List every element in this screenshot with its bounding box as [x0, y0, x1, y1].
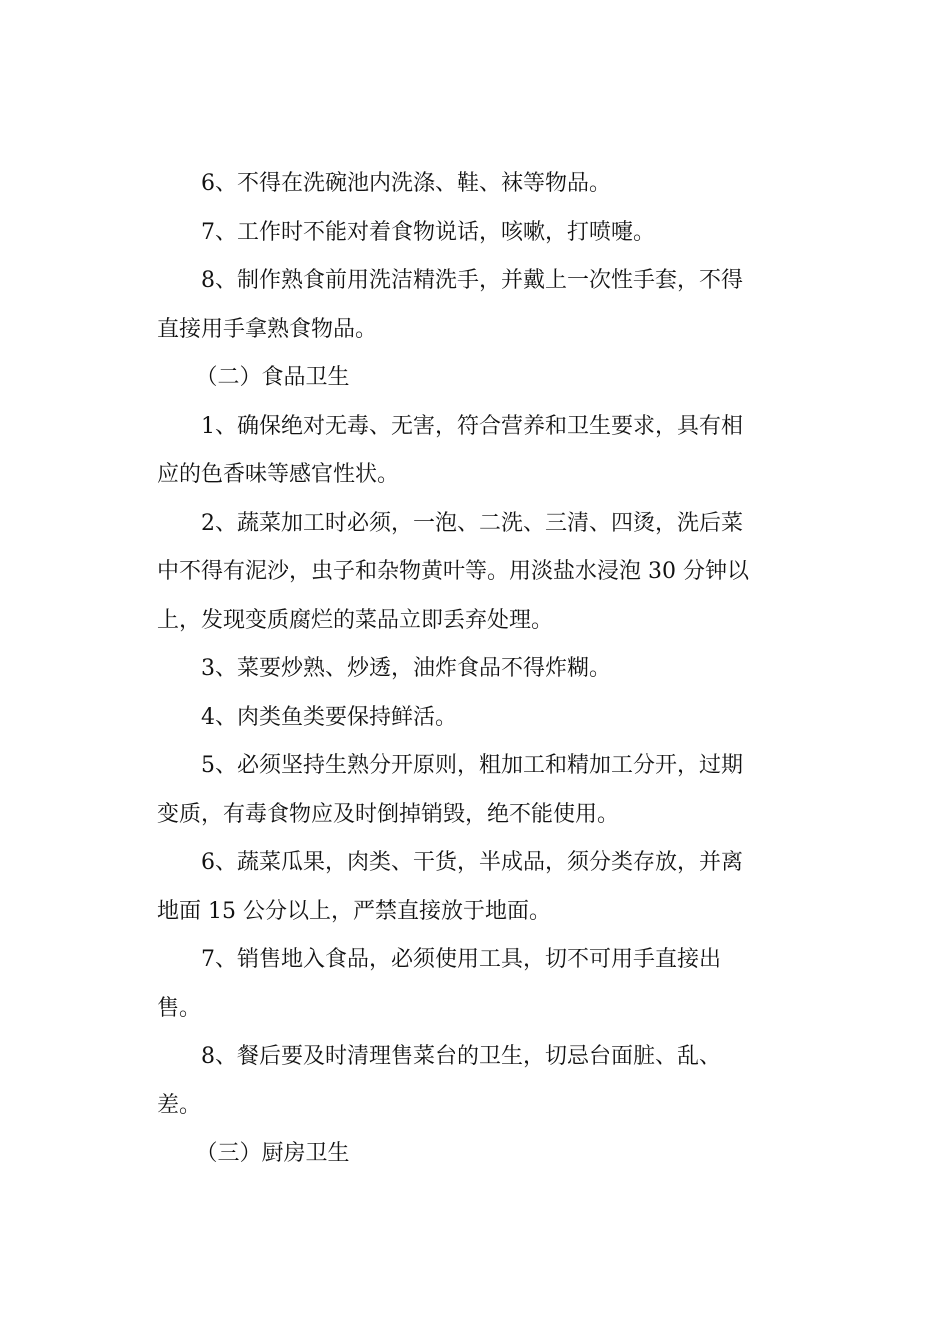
- text-line: 5、必须坚持生熟分开原则，粗加工和精加工分开，过期: [201, 753, 743, 778]
- paragraph-food-rule-6: [157, 839, 805, 936]
- paragraph-rule-7-talking: [157, 209, 805, 258]
- text-line: （二）食品卫生: [195, 365, 350, 390]
- paragraph-food-rule-7: [157, 936, 805, 1033]
- section-heading-kitchen-hygiene: [157, 1130, 805, 1179]
- document-page: [157, 160, 805, 1179]
- text-line: 8、餐后要及时清理售菜台的卫生，切忌台面脏、乱、: [201, 1044, 721, 1069]
- text-line: 变质，有毒食物应及时倒掉销毁，绝不能使用。: [157, 801, 620, 827]
- text-line: 8、制作熟食前用洗洁精洗手，并戴上一次性手套，不得: [201, 268, 743, 293]
- text-line: 3、菜要炒熟、炒透，油炸食品不得炸糊。: [201, 656, 611, 681]
- text-line: 直接用手拿熟食物品。: [157, 316, 378, 342]
- text-line: 上，发现变质腐烂的菜品立即丢弃处理。: [157, 607, 554, 633]
- paragraph-rule-8-gloves: [157, 257, 805, 354]
- text-line: 中不得有泥沙，虫子和杂物黄叶等。用淡盐水浸泡 30 分钟以: [157, 559, 749, 584]
- paragraph-rule-6-dishwashing: [157, 160, 805, 209]
- paragraph-food-rule-2: [157, 500, 805, 646]
- text-line: 2、蔬菜加工时必须，一泡、二洗、三清、四烫，洗后菜: [201, 510, 743, 536]
- text-line: 7、工作时不能对着食物说话，咳嗽，打喷嚏。: [201, 219, 655, 245]
- text-line: 4、肉类鱼类要保持鲜活。: [201, 704, 457, 730]
- text-line: 差。: [157, 1092, 202, 1118]
- text-line: （三）厨房卫生: [195, 1141, 350, 1166]
- paragraph-food-rule-1: [157, 403, 805, 500]
- paragraph-food-rule-8: [157, 1033, 805, 1130]
- text-line: 6、蔬菜瓜果，肉类、干货，半成品，须分类存放，并离: [201, 850, 743, 875]
- text-line: 应的色香味等感官性状。: [157, 462, 400, 487]
- text-line: 地面 15 公分以上，严禁直接放于地面。: [157, 898, 551, 924]
- text-line: 1、确保绝对无毒、无害，符合营养和卫生要求，具有相: [201, 413, 743, 439]
- text-line: 6、不得在洗碗池内洗涤、鞋、袜等物品。: [201, 171, 611, 196]
- text-line: 7、销售地入食品，必须使用工具，切不可用手直接出: [201, 947, 721, 972]
- paragraph-food-rule-3: [157, 645, 805, 694]
- paragraph-food-rule-5: [157, 742, 805, 839]
- paragraph-food-rule-4: [157, 694, 805, 743]
- text-line: 售。: [157, 995, 202, 1021]
- section-heading-food-hygiene: [157, 354, 805, 403]
